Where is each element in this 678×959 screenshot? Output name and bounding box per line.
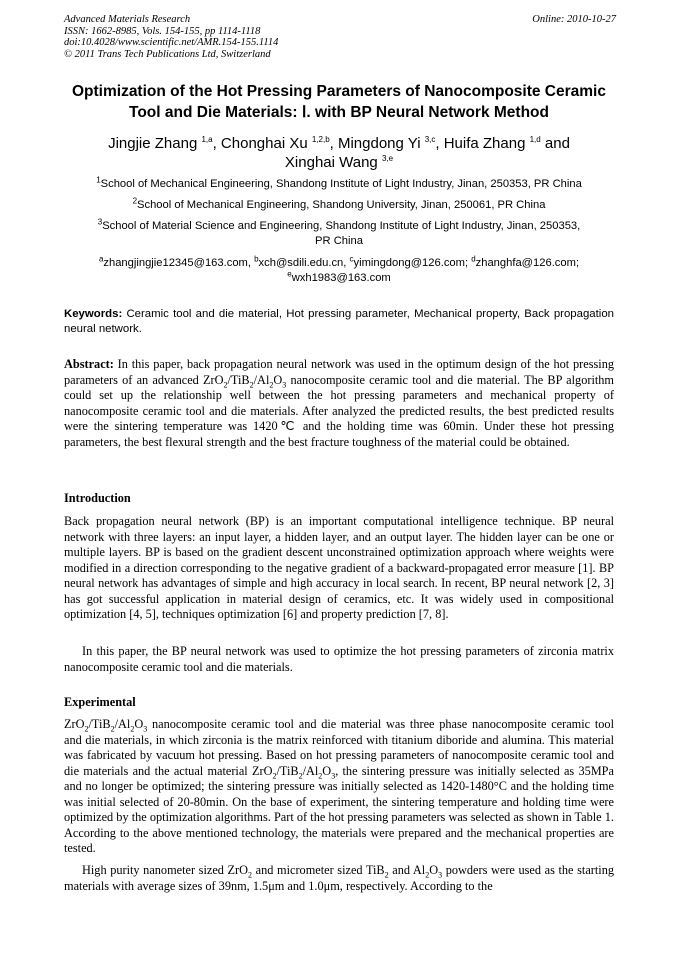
- affiliation-3: $^3$School of Material Science and Engineering, Shandong Institute of Light Industry, Jinan, 250353, PR China: [97, 217, 581, 247]
- author-line-2: [40, 153, 638, 172]
- email-link[interactable]: wxh1983@163.com: [291, 272, 391, 284]
- affiliation-1: $^1$School of Mechanical Engineering, Shandong Institute of Light Industry, Jinan, 250353, PR China: [96, 175, 582, 190]
- author-name: Jingjie Zhang: [108, 135, 202, 152]
- title-line-1: Optimization of the Hot Pressing Parameters of Nanocomposite Ceramic: [71, 83, 606, 100]
- paper-title: [40, 81, 638, 123]
- author-affil-sup: 3,e: [381, 154, 394, 163]
- author-name: , Huifa Zhang: [435, 135, 530, 152]
- author-name: , Chonghai Xu: [212, 135, 312, 152]
- email-link[interactable]: xch@sdili.edu.cn,: [258, 257, 350, 269]
- author-list: [40, 134, 638, 172]
- experimental-paragraph-1: $ZrO_2/TiB_2/Al_2O_3$ nanocomposite ceramic tool and die material was three phase nanocomposite ceramic tool and die materials, in which zirconia is the matrix reinforced with titanium diboride and alumina. This material was fabricated by vacuum hot pressing. Based on hot pressing parameters of nanocomposite ceramic tool and die materials and the actual material $ZrO_2/TiB_2/Al_2O_3$, the sintering pressure was initially selected as 35MPa and no longer be optimized; the sintering pressure was initially selected as 1420-1480°C and the holding time was initial selected of 20-80min. On the base of experiment, the sintering temperature and holding time were optimized by the optimization algorithms. Part of the hot pressing parameters was selected as shown in Table 1. According to the above mentioned technology, the materials were prepared and the mechanical properties are tested.: [64, 717, 614, 855]
- abstract-label: Abstract:: [64, 357, 114, 371]
- experimental-paragraph-2: High purity nanometer sized ZrO$_2$ and micrometer sized TiB$_2$ and $Al_2O_3$ powders were used as the starting materials with average sizes of 39nm, 1.5μm and 1.0μm, respectively. According to the: [64, 863, 614, 893]
- introduction-paragraph-1: Back propagation neural network (BP) is an important computational intelligence technique. BP neural network with three layers: an input layer, a hidden layer, and an output layer. The hidden layer can be one or multiple layers. BP is based on the gradient descent unconstrained optimization approach where weights were modified in a direction corresponding to the negative gradient of a backward-propagated error measure [1]. BP neural network has advantages of simple and high accuracy in local search. In recent, BP neural network [2, 3] has got successful application in material design of ceramics, etc. It was widely used in compositional optimization [4, 5], techniques optimization [6] and property prediction [7, 8].: [64, 514, 614, 621]
- abstract: Abstract: In this paper, back propagation neural network was used in the optimum design of the hot pressing parameters of an advanced $ZrO_2/TiB_2/Al_2O_3$ nanocomposite ceramic tool and die material. The BP algorithm could set up the relationship well between the hot pressing parameters and mechanical property of nanocomposite ceramic tool and die materials. After analyzed the predicted results, the best predicted results were the sintering temperature was 1420℃ and the holding time was 60min. Under these hot pressing parameters, the best flexural strength and the best fracture toughness of the material could be obtained.: [64, 357, 614, 449]
- keywords-text: Ceramic tool and die material, Hot pressing parameter, Mechanical property, Back propagation neural network.: [64, 308, 614, 335]
- introduction-paragraph-2: In this paper, the BP neural network was used to optimize the hot pressing parameters of zirconia matrix nanocomposite ceramic tool and die materials.: [64, 644, 614, 674]
- email-link[interactable]: zhanghfa@126.com;: [475, 257, 580, 269]
- journal-header: [64, 14, 616, 60]
- author-name: Xinghai Wang: [284, 154, 382, 171]
- affiliation-2: $^2$School of Mechanical Engineering, Shandong University, Jinan, 250061, PR China: [132, 196, 546, 211]
- author-line-1: [40, 134, 638, 153]
- experimental-heading: Experimental: [64, 695, 136, 709]
- author-affil-sup: 1,d: [529, 135, 541, 144]
- keywords-label: Keywords:: [64, 308, 123, 320]
- doi-line: doi:10.4028/www.scientific.net/AMR.154-155.1114: [64, 37, 279, 48]
- online-date: Online: 2010-10-27: [532, 14, 616, 25]
- copyright-line: © 2011 Trans Tech Publications Ltd, Switzerland: [64, 48, 271, 60]
- author-conjunction: and: [540, 135, 570, 152]
- author-affil-sup: 3,c: [424, 135, 436, 144]
- email-link[interactable]: yimingdong@126.com;: [353, 257, 472, 269]
- introduction-heading: Introduction: [64, 491, 131, 505]
- author-affil-sup: 1,a: [201, 135, 213, 144]
- issn-line: ISSN: 1662-8985, Vols. 154-155, pp 1114-1118: [64, 25, 261, 37]
- author-name: , Mingdong Yi: [329, 135, 425, 152]
- keywords: [64, 307, 614, 337]
- author-emails: $^a$zhangjingjie12345@163.com, $^b$xch@sdili.edu.cn, $^c$yimingdong@126.com; $^d$zhanghfa@126.com; $^e$wxh1983@163.com: [98, 254, 580, 284]
- journal-name: Advanced Materials Research: [64, 14, 191, 25]
- title-line-2: Tool and Die Materials: Ⅰ. with BP Neural Network Method: [129, 104, 549, 121]
- author-affil-sup: 1,2,b: [311, 135, 330, 144]
- email-link[interactable]: zhangjingjie12345@163.com,: [103, 257, 255, 269]
